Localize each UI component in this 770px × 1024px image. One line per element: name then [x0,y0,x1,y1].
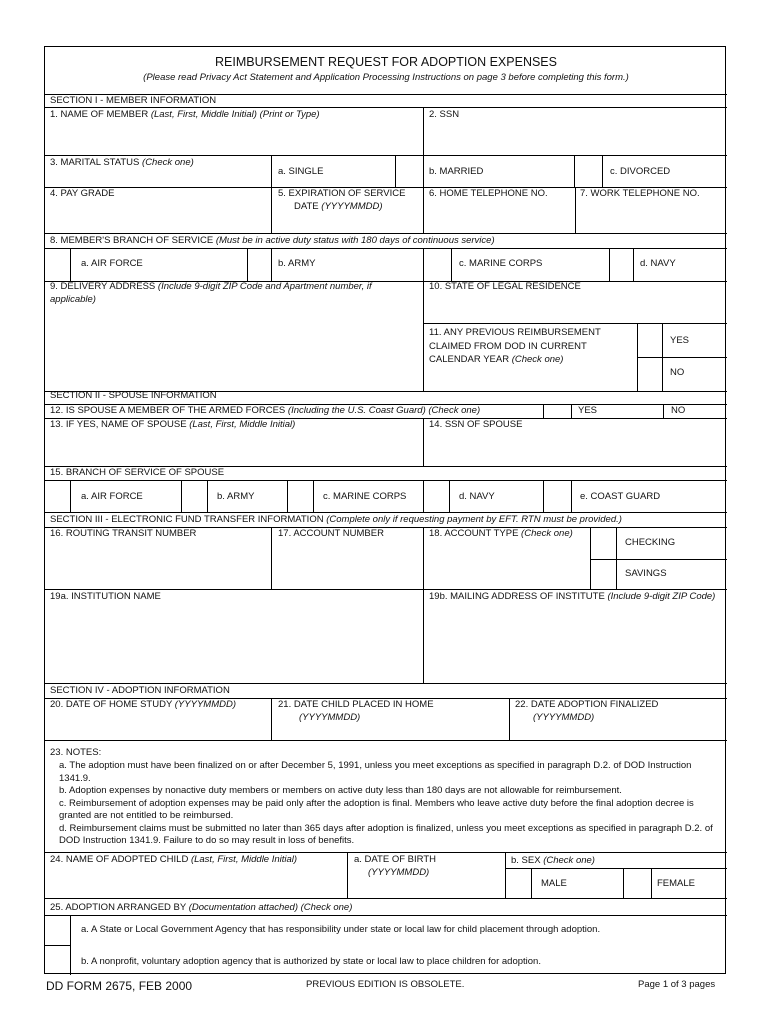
home-phone-input[interactable] [425,201,575,231]
form-title: REIMBURSEMENT REQUEST FOR ADOPTION EXPENSES [215,55,557,69]
placed-date-input[interactable] [273,725,508,739]
field-9-label: 9. DELIVERY ADDRESS (Include 9-digit ZIP Code and Apartment number, if applicable) [50,281,372,305]
field-12-label: 12. IS SPOUSE A MEMBER OF THE ARMED FORCES (Including the U.S. Coast Guard) (Check one) [50,405,481,416]
prev-reimbursement-no-label: NO [670,367,685,378]
routing-number-input[interactable] [46,541,270,587]
arranged-nonprofit-label: b. A nonprofit, voluntary adoption agency that is authorized by state or local law to place children for adoption. [81,956,541,967]
arranged-nonprofit-checkbox[interactable] [46,946,70,973]
marital-single-label: a. SINGLE [278,166,324,177]
note-b: b. Adoption expenses by nonactive duty members or members on active duty less than 180 days are not allowable for reimbursement. [59,785,622,796]
account-number-input[interactable] [273,541,422,587]
spouse-branch-air-force-checkbox[interactable] [46,481,70,511]
field-21-hint: (YYYYMMDD) [299,712,361,723]
institution-name-input[interactable] [46,605,422,681]
member-name-input[interactable] [46,122,422,154]
field-21-label: 21. DATE CHILD PLACED IN HOME [278,699,434,710]
spouse-branch-army-checkbox[interactable] [182,481,206,511]
arranged-government-label: a. A State or Local Government Agency that has responsibility under state or local law for child placement through adoption. [81,924,601,935]
field-19a-label: 19a. INSTITUTION NAME [50,591,161,602]
field-8-label: 8. MEMBER'S BRANCH OF SERVICE (Must be in active duty status with 180 days of continuous service) [50,235,495,246]
state-residence-input[interactable] [425,295,725,323]
marital-married-checkbox[interactable] [396,156,422,186]
notes-list [59,760,723,848]
spouse-branch-marine-corps-checkbox[interactable] [288,481,312,511]
spouse-name-input[interactable] [46,432,422,465]
spouse-branch-marine-corps-label: c. MARINE CORPS [323,491,407,502]
field-18-label: 18. ACCOUNT TYPE (Check one) [429,528,573,539]
field-20-label: 20. DATE OF HOME STUDY (YYYYMMDD) [50,699,236,710]
child-name-input[interactable] [46,867,346,897]
field-19b-label: 19b. MAILING ADDRESS OF INSTITUTE (Include 9-digit ZIP Code) [429,591,716,602]
note-d: d. Reimbursement claims must be submitted no later than 365 days after adoption is finalized, unless you meet exceptions as specified in paragraph D.2. of DOD Instruction 1341.9. Failure to do so may result in loss of benefits. [59,822,713,846]
marital-divorced-label: c. DIVORCED [610,166,671,177]
field-4-label: 4. PAY GRADE [50,188,115,199]
sex-female-label: FEMALE [657,878,696,889]
branch-air-force-checkbox[interactable] [46,249,70,279]
pay-grade-input[interactable] [46,201,270,231]
arranged-government-checkbox[interactable] [46,916,70,946]
prev-reimbursement-yes-label: YES [670,335,690,346]
spouse-ssn-input[interactable] [425,432,725,465]
section-4-heading: SECTION IV - ADOPTION INFORMATION [50,685,230,696]
prev-reimbursement-no-checkbox[interactable] [638,358,661,390]
field-17-label: 17. ACCOUNT NUMBER [278,528,384,539]
field-5-label: 5. EXPIRATION OF SERVICE [278,188,406,199]
field-25-label: 25. ADOPTION ARRANGED BY (Documentation attached) (Check one) [50,902,353,913]
field-24a-label: a. DATE OF BIRTH [354,854,436,865]
field-24-label: 24. NAME OF ADOPTED CHILD (Last, First, Middle Initial) [50,854,298,865]
account-checking-label: CHECKING [625,537,676,548]
form-instruction: (Please read Privacy Act Statement and Application Processing Instructions on page 3 before completing this form.) [143,72,629,83]
child-dob-input[interactable] [349,880,504,897]
field-2-label: 2. SSN [429,109,460,120]
account-savings-label: SAVINGS [625,568,667,579]
work-phone-input[interactable] [577,201,725,231]
field-6-label: 6. HOME TELEPHONE NO. [429,188,548,199]
section-3-heading: SECTION III - ELECTRONIC FUND TRANSFER INFORMATION (Complete only if requesting payment by EFT. RTN must be provided.) [50,514,622,525]
member-ssn-input[interactable] [425,122,725,154]
spouse-branch-coast-guard-label: e. COAST GUARD [580,491,661,502]
field-24b-label: b. SEX (Check one) [511,855,595,866]
dd-form-2675 [44,46,726,974]
branch-army-checkbox[interactable] [248,249,270,279]
delivery-address-input[interactable] [46,309,422,389]
field-7-label: 7. WORK TELEPHONE NO. [580,188,700,199]
field-5-label-line2: DATE (YYYYMMDD) [294,201,383,212]
spouse-branch-air-force-label: a. AIR FORCE [81,491,143,502]
marital-divorced-checkbox[interactable] [575,156,601,186]
spouse-branch-army-label: b. ARMY [217,491,255,502]
field-13-label: 13. IF YES, NAME OF SPOUSE (Last, First, Middle Initial) [50,419,296,430]
field-3-label: 3. MARITAL STATUS (Check one) [50,157,194,168]
obsolete-notice: PREVIOUS EDITION IS OBSOLETE. [306,979,465,990]
field-14-label: 14. SSN OF SPOUSE [429,419,523,430]
section-2-heading: SECTION II - SPOUSE INFORMATION [50,390,217,401]
institution-address-input[interactable] [425,619,725,681]
field-22-label: 22. DATE ADOPTION FINALIZED [515,699,659,710]
section-1-heading: SECTION I - MEMBER INFORMATION [50,95,217,106]
page-number: Page 1 of 3 pages [638,979,716,990]
account-checking-checkbox[interactable] [591,528,615,558]
account-savings-checkbox[interactable] [591,560,615,588]
branch-marine-corps-checkbox[interactable] [424,249,450,279]
finalized-date-input[interactable] [511,725,725,739]
spouse-branch-navy-checkbox[interactable] [424,481,448,511]
field-15-label: 15. BRANCH OF SERVICE OF SPOUSE [50,467,225,478]
form-id: DD FORM 2675, FEB 2000 [46,979,193,993]
branch-air-force-label: a. AIR FORCE [81,258,143,269]
spouse-member-no-checkbox[interactable] [647,405,662,417]
field-23-label: 23. NOTES: [50,747,102,758]
home-study-date-input[interactable] [46,713,270,739]
branch-navy-checkbox[interactable] [610,249,632,279]
spouse-member-yes-label: YES [578,405,598,416]
note-a: a. The adoption must have been finalized on or after December 5, 1991, unless you meet exceptions as specified in paragraph D.2. of DOD Instruction 1341.9. [59,760,692,784]
field-16-label: 16. ROUTING TRANSIT NUMBER [50,528,197,539]
spouse-branch-navy-label: d. NAVY [459,491,495,502]
spouse-member-no-label: NO [671,405,686,416]
field-22-hint: (YYYYMMDD) [533,712,595,723]
sex-male-label: MALE [541,878,567,889]
note-c: c. Reimbursement of adoption expenses may be paid only after the adoption is final. Members who leave active duty before the final adoption decree is granted are not entitled to be reimbursed. [59,797,694,821]
sex-female-checkbox[interactable] [624,869,650,897]
field-1-label: 1. NAME OF MEMBER (Last, First, Middle Initial) (Print or Type) [50,109,320,120]
marital-married-label: b. MARRIED [429,166,484,177]
spouse-member-yes-checkbox[interactable] [544,405,570,417]
spouse-branch-coast-guard-checkbox[interactable] [544,481,570,511]
field-11-label: 11. ANY PREVIOUS REIMBURSEMENT CLAIMED FROM DOD IN CURRENT CALENDAR YEAR (Check one) [429,327,601,365]
branch-marine-corps-label: c. MARINE CORPS [459,258,543,269]
field-10-label: 10. STATE OF LEGAL RESIDENCE [429,281,581,292]
prev-reimbursement-yes-checkbox[interactable] [638,324,661,356]
sex-male-checkbox[interactable] [506,869,530,897]
field-24a-hint: (YYYYMMDD) [368,867,430,878]
branch-army-label: b. ARMY [278,258,316,269]
branch-navy-label: d. NAVY [640,258,676,269]
